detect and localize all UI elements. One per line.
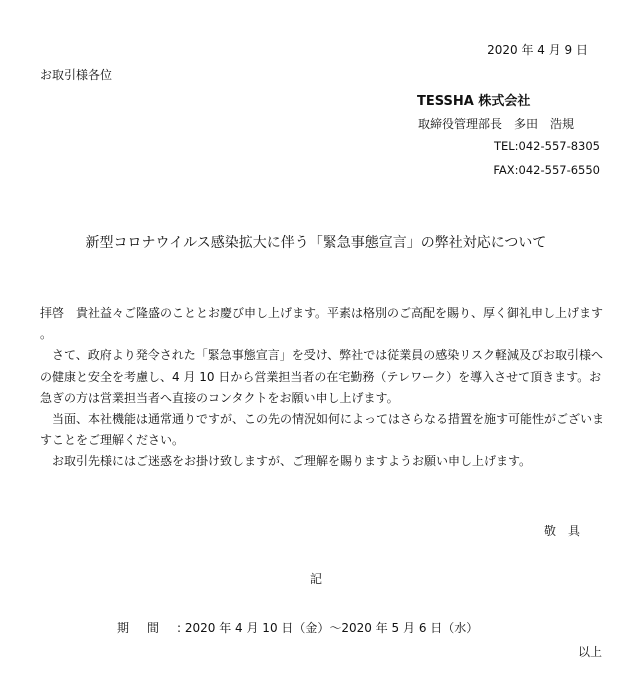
period-value: : 2020 年 4 月 10 日（金）～2020 年 5 月 6 日（水） [177,621,479,635]
sender-tel: TEL:042-557-8305 [493,139,600,153]
period-label: 期間 [117,621,178,635]
end-mark: 以上 [577,645,602,659]
letter-date: 2020 年 4 月 9 日 [487,43,588,57]
letter-body [40,303,606,473]
notes-heading: 記 [309,572,322,586]
sender-fax: FAX:042-557-6550 [493,163,600,177]
sender-officer: 取締役管理部長 多田 浩規 [418,117,575,131]
body-paragraph-apology: お取引先様にはご迷惑をお掛け致しますが、ご理解を賜りますようお願い申し上げます。 [40,454,532,469]
body-paragraph-greeting: 拝啓 貴社益々ご隆盛のこととお慶び申し上げます。平素は格別のご高配を賜り、厚く御礼申し上げます。 [40,306,604,342]
body-paragraph-headoffice: 当面、本社機能は通常通りですが、この先の情況如何によってはさらなる措置を施す可能性がございますことをご理解ください。 [40,412,605,448]
sender-company: TESSHA 株式会社 [417,94,531,109]
letter-title: 新型コロナウイルス感染拡大に伴う「緊急事態宣言」の弊社対応について [85,235,547,251]
body-paragraph-telework: さて、政府より発令された「緊急事態宣言」を受け、弊社では従業員の感染リスク軽減及びお取引様への健康と安全を考慮し、4 月 10 日から営業担当者の在宅勤務（テレワーク）を導入させて頂きます。お急ぎの方は営業担当者へ直接のコンタクトをお願い申し上げます。 [40,348,604,405]
recipient: お取引様各位 [40,68,113,82]
telework-period [117,619,478,636]
closing-keigu: 敬具 [543,524,592,538]
